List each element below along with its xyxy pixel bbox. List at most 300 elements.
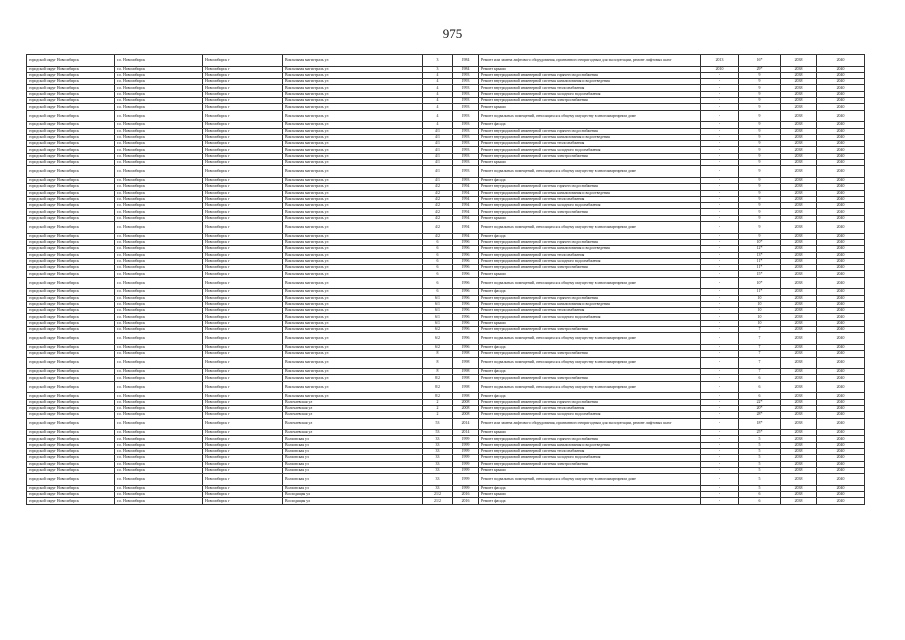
wear-cell: 9 <box>739 72 781 78</box>
wear-cell: 9 <box>739 134 781 140</box>
plan-end-cell: 2040 <box>817 147 865 153</box>
city-cell: Новосибирск г <box>203 104 283 110</box>
work-type-cell: Ремонт фасада <box>479 233 701 239</box>
wear-cell: 9 <box>739 166 781 178</box>
plan-end-cell: 2040 <box>817 467 865 473</box>
plan-start-cell: 2038 <box>781 128 817 134</box>
build-year-cell: 1996 <box>453 258 479 264</box>
house-number-cell: 6/1 <box>423 320 453 326</box>
city-cell: Новосибирск г <box>203 357 283 369</box>
plan-start-cell: 2038 <box>781 239 817 245</box>
wear-cell: 15* <box>739 271 781 277</box>
street-cell: Вокзальная магистраль ул <box>283 327 423 333</box>
last-repair-year-cell: - <box>701 222 739 234</box>
district-cell: г.о. Новосибирск <box>115 258 203 264</box>
plan-end-cell: 2040 <box>817 128 865 134</box>
street-cell: Вокзальная магистраль ул <box>283 55 423 67</box>
table-row <box>27 418 865 430</box>
last-repair-year-cell: - <box>701 160 739 166</box>
build-year-cell: 1993 <box>453 134 479 140</box>
plan-start-cell: 2038 <box>781 418 817 430</box>
street-cell: Волховская ул <box>283 442 423 448</box>
street-cell: Вокзальная магистраль ул <box>283 271 423 277</box>
wear-cell: 9 <box>739 128 781 134</box>
work-type-cell: Ремонт или замена лифтового оборудования, признанного непригодным для эксплуатации, ремонт лифтовых шахт <box>479 55 701 67</box>
municipality-cell: городской округ Новосибирск <box>27 442 115 448</box>
plan-start-cell: 2038 <box>781 98 817 104</box>
build-year-cell: 1996 <box>453 277 479 289</box>
street-cell: Волховская ул <box>283 485 423 491</box>
work-type-cell: Ремонт подвальных помещений, относящихся к общему имуществу в многоквартирном доме <box>479 110 701 122</box>
build-year-cell: 1996 <box>453 295 479 301</box>
municipality-cell: городской округ Новосибирск <box>27 203 115 209</box>
city-cell: Новосибирск г <box>203 344 283 350</box>
district-cell: г.о. Новосибирск <box>115 55 203 67</box>
wear-cell: 9 <box>739 91 781 97</box>
wear-cell: 10* <box>739 277 781 289</box>
wear-cell: 5 <box>739 485 781 491</box>
plan-start-cell: 2038 <box>781 351 817 357</box>
municipality-cell: городской округ Новосибирск <box>27 104 115 110</box>
work-type-cell: Ремонт внутридомовой инженерной системы горячего водоснабжения <box>479 239 701 245</box>
table-row <box>27 222 865 234</box>
build-year-cell: 1996 <box>453 308 479 314</box>
district-cell: г.о. Новосибирск <box>115 91 203 97</box>
wear-cell: 11* <box>739 289 781 295</box>
city-cell: Новосибирск г <box>203 498 283 504</box>
house-number-cell: 33 <box>423 455 453 461</box>
wear-cell: 9 <box>739 141 781 147</box>
municipality-cell: городской округ Новосибирск <box>27 289 115 295</box>
house-number-cell: 33 <box>423 467 453 473</box>
district-cell: г.о. Новосибирск <box>115 196 203 202</box>
plan-end-cell: 2040 <box>817 418 865 430</box>
street-cell: Волховская ул <box>283 461 423 467</box>
house-number-cell: 4/2 <box>423 196 453 202</box>
street-cell: Волховская ул <box>283 474 423 486</box>
last-repair-year-cell: - <box>701 320 739 326</box>
plan-end-cell: 2040 <box>817 333 865 345</box>
wear-cell: 6 <box>739 492 781 498</box>
plan-start-cell: 2038 <box>781 295 817 301</box>
plan-end-cell: 2040 <box>817 246 865 252</box>
street-cell: Вокзальная магистраль ул <box>283 128 423 134</box>
municipality-cell: городской округ Новосибирск <box>27 233 115 239</box>
work-type-cell: Ремонт крыши <box>479 104 701 110</box>
district-cell: г.о. Новосибирск <box>115 166 203 178</box>
district-cell: г.о. Новосибирск <box>115 498 203 504</box>
city-cell: Новосибирск г <box>203 153 283 159</box>
municipality-cell: городской округ Новосибирск <box>27 55 115 67</box>
city-cell: Новосибирск г <box>203 265 283 271</box>
city-cell: Новосибирск г <box>203 209 283 215</box>
last-repair-year-cell: - <box>701 128 739 134</box>
plan-end-cell: 2040 <box>817 314 865 320</box>
plan-start-cell: 2038 <box>781 66 817 72</box>
city-cell: Новосибирск г <box>203 160 283 166</box>
wear-cell: 12* <box>739 246 781 252</box>
city-cell: Новосибирск г <box>203 289 283 295</box>
city-cell: Новосибирск г <box>203 239 283 245</box>
work-type-cell: Ремонт или замена лифтового оборудования, признанного непригодным для эксплуатации, ремонт лифтовых шахт <box>479 418 701 430</box>
build-year-cell: 1998 <box>453 393 479 399</box>
municipality-cell: городской округ Новосибирск <box>27 66 115 72</box>
last-repair-year-cell: - <box>701 351 739 357</box>
district-cell: г.о. Новосибирск <box>115 295 203 301</box>
plan-start-cell: 2038 <box>781 301 817 307</box>
house-number-cell: 6/2 <box>423 327 453 333</box>
wear-cell: 10 <box>739 295 781 301</box>
district-cell: г.о. Новосибирск <box>115 252 203 258</box>
last-repair-year-cell: - <box>701 141 739 147</box>
plan-end-cell: 2040 <box>817 233 865 239</box>
work-type-cell: Ремонт внутридомовой инженерной системы электроснабжения <box>479 327 701 333</box>
street-cell: Вокзальная магистраль ул <box>283 393 423 399</box>
city-cell: Новосибирск г <box>203 215 283 221</box>
house-number-cell: 33 <box>423 485 453 491</box>
work-type-cell: Ремонт внутридомовой инженерной системы горячего водоснабжения <box>479 184 701 190</box>
work-type-cell: Ремонт фасада <box>479 369 701 375</box>
plan-end-cell: 2040 <box>817 271 865 277</box>
last-repair-year-cell: - <box>701 498 739 504</box>
plan-end-cell: 2040 <box>817 369 865 375</box>
district-cell: г.о. Новосибирск <box>115 177 203 183</box>
plan-start-cell: 2038 <box>781 153 817 159</box>
house-number-cell: 53 <box>423 418 453 430</box>
plan-start-cell: 2038 <box>781 314 817 320</box>
city-cell: Новосибирск г <box>203 295 283 301</box>
plan-end-cell: 2040 <box>817 122 865 128</box>
plan-end-cell: 2040 <box>817 277 865 289</box>
municipality-cell: городской округ Новосибирск <box>27 320 115 326</box>
last-repair-year-cell: - <box>701 314 739 320</box>
plan-start-cell: 2038 <box>781 492 817 498</box>
last-repair-year-cell: - <box>701 449 739 455</box>
build-year-cell: 1994 <box>453 196 479 202</box>
build-year-cell: 1993 <box>453 72 479 78</box>
municipality-cell: городской округ Новосибирск <box>27 85 115 91</box>
district-cell: г.о. Новосибирск <box>115 308 203 314</box>
build-year-cell: 1994 <box>453 184 479 190</box>
plan-start-cell: 2038 <box>781 357 817 369</box>
plan-end-cell: 2040 <box>817 72 865 78</box>
house-number-cell: 2 <box>423 399 453 405</box>
street-cell: Вокзальная магистраль ул <box>283 369 423 375</box>
city-cell: Новосибирск г <box>203 66 283 72</box>
municipality-cell: городской округ Новосибирск <box>27 455 115 461</box>
work-type-cell: Ремонт крыши <box>479 215 701 221</box>
wear-cell: 20* <box>739 405 781 411</box>
work-type-cell: Ремонт внутридомовой инженерной системы электроснабжения <box>479 375 701 381</box>
street-cell: Вокзальная магистраль ул <box>283 190 423 196</box>
work-type-cell: Ремонт крыши <box>479 492 701 498</box>
work-type-cell: Ремонт внутридомовой инженерной системы теплоснабжения <box>479 196 701 202</box>
district-cell: г.о. Новосибирск <box>115 301 203 307</box>
house-number-cell: 2 <box>423 405 453 411</box>
municipality-cell: городской округ Новосибирск <box>27 418 115 430</box>
work-type-cell: Ремонт подвальных помещений, относящихся к общему имуществу в многоквартирном доме <box>479 357 701 369</box>
last-repair-year-cell: - <box>701 467 739 473</box>
work-type-cell: Ремонт фасада <box>479 177 701 183</box>
build-year-cell: 2008 <box>453 399 479 405</box>
plan-start-cell: 2038 <box>781 461 817 467</box>
build-year-cell: 1994 <box>453 209 479 215</box>
last-repair-year-cell: - <box>701 301 739 307</box>
municipality-cell: городской округ Новосибирск <box>27 369 115 375</box>
plan-end-cell: 2040 <box>817 98 865 104</box>
municipality-cell: городской округ Новосибирск <box>27 184 115 190</box>
house-number-cell: 33 <box>423 442 453 448</box>
build-year-cell: 1994 <box>453 215 479 221</box>
last-repair-year-cell: - <box>701 327 739 333</box>
plan-end-cell: 2040 <box>817 301 865 307</box>
district-cell: г.о. Новосибирск <box>115 233 203 239</box>
wear-cell: 22* <box>739 399 781 405</box>
district-cell: г.о. Новосибирск <box>115 485 203 491</box>
build-year-cell: 1998 <box>453 375 479 381</box>
district-cell: г.о. Новосибирск <box>115 449 203 455</box>
city-cell: Новосибирск г <box>203 461 283 467</box>
city-cell: Новосибирск г <box>203 327 283 333</box>
plan-end-cell: 2040 <box>817 455 865 461</box>
wear-cell: 9 <box>739 147 781 153</box>
last-repair-year-cell: - <box>701 91 739 97</box>
city-cell: Новосибирск г <box>203 222 283 234</box>
plan-end-cell: 2040 <box>817 153 865 159</box>
district-cell: г.о. Новосибирск <box>115 271 203 277</box>
plan-end-cell: 2040 <box>817 405 865 411</box>
district-cell: г.о. Новосибирск <box>115 327 203 333</box>
house-number-cell: 6/2 <box>423 333 453 345</box>
work-type-cell: Ремонт внутридомовой инженерной системы горячего водоснабжения <box>479 436 701 442</box>
street-cell: Волховская ул <box>283 467 423 473</box>
house-number-cell: 6 <box>423 258 453 264</box>
city-cell: Новосибирск г <box>203 351 283 357</box>
municipality-cell: городской округ Новосибирск <box>27 91 115 97</box>
last-repair-year-cell: - <box>701 357 739 369</box>
city-cell: Новосибирск г <box>203 393 283 399</box>
build-year-cell: 1999 <box>453 442 479 448</box>
street-cell: Восходящая ул <box>283 492 423 498</box>
build-year-cell: 1996 <box>453 271 479 277</box>
municipality-cell: городской округ Новосибирск <box>27 357 115 369</box>
build-year-cell: 1999 <box>453 461 479 467</box>
municipality-cell: городской округ Новосибирск <box>27 160 115 166</box>
municipality-cell: городской округ Новосибирск <box>27 239 115 245</box>
wear-cell: 16* <box>739 55 781 67</box>
municipality-cell: городской округ Новосибирск <box>27 222 115 234</box>
city-cell: Новосибирск г <box>203 418 283 430</box>
work-type-cell: Ремонт фасада <box>479 122 701 128</box>
work-type-cell: Ремонт внутридомовой инженерной системы холодного водоснабжения <box>479 455 701 461</box>
wear-cell: 9 <box>739 85 781 91</box>
city-cell: Новосибирск г <box>203 141 283 147</box>
city-cell: Новосибирск г <box>203 166 283 178</box>
city-cell: Новосибирск г <box>203 258 283 264</box>
last-repair-year-cell: - <box>701 485 739 491</box>
house-number-cell: 6 <box>423 265 453 271</box>
work-type-cell: Ремонт подвальных помещений, относящихся к общему имуществу в многоквартирном доме <box>479 277 701 289</box>
plan-start-cell: 2038 <box>781 258 817 264</box>
house-number-cell: 53 <box>423 430 453 436</box>
municipality-cell: городской округ Новосибирск <box>27 153 115 159</box>
wear-cell: 9 <box>739 190 781 196</box>
last-repair-year-cell: - <box>701 246 739 252</box>
street-cell: Волховская ул <box>283 449 423 455</box>
wear-cell: 9 <box>739 79 781 85</box>
district-cell: г.о. Новосибирск <box>115 141 203 147</box>
district-cell: г.о. Новосибирск <box>115 265 203 271</box>
municipality-cell: городской округ Новосибирск <box>27 134 115 140</box>
city-cell: Новосибирск г <box>203 128 283 134</box>
city-cell: Новосибирск г <box>203 455 283 461</box>
house-number-cell: 4 <box>423 79 453 85</box>
municipality-cell: городской округ Новосибирск <box>27 381 115 393</box>
house-number-cell: 3 <box>423 66 453 72</box>
district-cell: г.о. Новосибирск <box>115 461 203 467</box>
city-cell: Новосибирск г <box>203 301 283 307</box>
build-year-cell: 1999 <box>453 485 479 491</box>
last-repair-year-cell: - <box>701 177 739 183</box>
municipality-cell: городской округ Новосибирск <box>27 351 115 357</box>
house-number-cell: 4 <box>423 85 453 91</box>
work-type-cell: Ремонт фасада <box>479 393 701 399</box>
work-type-cell: Ремонт внутридомовой инженерной системы теплоснабжения <box>479 405 701 411</box>
house-number-cell: 33 <box>423 461 453 467</box>
build-year-cell: 1984 <box>453 55 479 67</box>
street-cell: Вокзальная магистраль ул <box>283 277 423 289</box>
build-year-cell: 1993 <box>453 91 479 97</box>
house-number-cell: 4/2 <box>423 233 453 239</box>
house-number-cell: 33 <box>423 474 453 486</box>
street-cell: Волочаевская ул <box>283 405 423 411</box>
district-cell: г.о. Новосибирск <box>115 128 203 134</box>
municipality-cell: городской округ Новосибирск <box>27 177 115 183</box>
district-cell: г.о. Новосибирск <box>115 104 203 110</box>
plan-end-cell: 2040 <box>817 381 865 393</box>
municipality-cell: городской округ Новосибирск <box>27 196 115 202</box>
municipality-cell: городской округ Новосибирск <box>27 166 115 178</box>
street-cell: Вокзальная магистраль ул <box>283 239 423 245</box>
district-cell: г.о. Новосибирск <box>115 203 203 209</box>
build-year-cell: 1998 <box>453 357 479 369</box>
plan-end-cell: 2040 <box>817 104 865 110</box>
street-cell: Вокзальная магистраль ул <box>283 91 423 97</box>
municipality-cell: городской округ Новосибирск <box>27 141 115 147</box>
wear-cell: 29* <box>739 66 781 72</box>
build-year-cell: 1996 <box>453 289 479 295</box>
house-number-cell: 21/2 <box>423 498 453 504</box>
district-cell: г.о. Новосибирск <box>115 289 203 295</box>
city-cell: Новосибирск г <box>203 177 283 183</box>
house-number-cell: 4/1 <box>423 153 453 159</box>
city-cell: Новосибирск г <box>203 79 283 85</box>
plan-start-cell: 2038 <box>781 333 817 345</box>
city-cell: Новосибирск г <box>203 405 283 411</box>
municipality-cell: городской округ Новосибирск <box>27 110 115 122</box>
municipality-cell: городской округ Новосибирск <box>27 467 115 473</box>
city-cell: Новосибирск г <box>203 147 283 153</box>
work-type-cell: Ремонт фасада <box>479 344 701 350</box>
plan-start-cell: 2038 <box>781 147 817 153</box>
plan-end-cell: 2040 <box>817 295 865 301</box>
work-type-cell: Ремонт внутридомовой инженерной системы электроснабжения <box>479 461 701 467</box>
district-cell: г.о. Новосибирск <box>115 209 203 215</box>
city-cell: Новосибирск г <box>203 252 283 258</box>
last-repair-year-cell: - <box>701 184 739 190</box>
wear-cell: 9 <box>739 203 781 209</box>
wear-cell: 5 <box>739 449 781 455</box>
last-repair-year-cell: - <box>701 405 739 411</box>
plan-end-cell: 2040 <box>817 351 865 357</box>
district-cell: г.о. Новосибирск <box>115 66 203 72</box>
table-row <box>27 357 865 369</box>
house-number-cell: 4/1 <box>423 147 453 153</box>
work-type-cell: Ремонт внутридомовой инженерной системы канализования и водоотведения <box>479 442 701 448</box>
house-number-cell: 6 <box>423 271 453 277</box>
wear-cell: 9 <box>739 153 781 159</box>
work-type-cell: Ремонт внутридомовой инженерной системы холодного водоснабжения <box>479 91 701 97</box>
build-year-cell: 2008 <box>453 405 479 411</box>
work-type-cell: Ремонт внутридомовой инженерной системы электроснабжения <box>479 153 701 159</box>
street-cell: Восходящая ул <box>283 498 423 504</box>
build-year-cell: 1996 <box>453 301 479 307</box>
build-year-cell: 1993 <box>453 166 479 178</box>
district-cell: г.о. Новосибирск <box>115 399 203 405</box>
plan-end-cell: 2040 <box>817 134 865 140</box>
municipality-cell: городской округ Новосибирск <box>27 449 115 455</box>
municipality-cell: городской округ Новосибирск <box>27 79 115 85</box>
district-cell: г.о. Новосибирск <box>115 442 203 448</box>
plan-end-cell: 2040 <box>817 344 865 350</box>
street-cell: Вокзальная магистраль ул <box>283 153 423 159</box>
wear-cell: 9 <box>739 98 781 104</box>
house-number-cell: 6 <box>423 289 453 295</box>
street-cell: Вокзальная магистраль ул <box>283 66 423 72</box>
build-year-cell: 1999 <box>453 455 479 461</box>
city-cell: Новосибирск г <box>203 110 283 122</box>
last-repair-year-cell: - <box>701 369 739 375</box>
wear-cell: 11* <box>739 258 781 264</box>
district-cell: г.о. Новосибирск <box>115 184 203 190</box>
municipality-cell: городской округ Новосибирск <box>27 72 115 78</box>
municipality-cell: городской округ Новосибирск <box>27 122 115 128</box>
plan-end-cell: 2040 <box>817 320 865 326</box>
city-cell: Новосибирск г <box>203 196 283 202</box>
build-year-cell: 1993 <box>453 147 479 153</box>
work-type-cell: Ремонт внутридомовой инженерной системы горячего водоснабжения <box>479 72 701 78</box>
plan-start-cell: 2038 <box>781 399 817 405</box>
table-row <box>27 381 865 393</box>
street-cell: Волочаевская ул <box>283 418 423 430</box>
wear-cell: 6 <box>739 498 781 504</box>
plan-start-cell: 2038 <box>781 308 817 314</box>
work-type-cell: Ремонт внутридомовой инженерной системы холодного водоснабжения <box>479 258 701 264</box>
work-type-cell: Ремонт подвальных помещений, относящихся к общему имуществу в многоквартирном доме <box>479 222 701 234</box>
work-type-cell: Ремонт внутридомовой инженерной системы теплоснабжения <box>479 252 701 258</box>
wear-cell: 13* <box>739 252 781 258</box>
wear-cell: 9 <box>739 184 781 190</box>
district-cell: г.о. Новосибирск <box>115 375 203 381</box>
municipality-cell: городской округ Новосибирск <box>27 215 115 221</box>
plan-end-cell: 2040 <box>817 498 865 504</box>
district-cell: г.о. Новосибирск <box>115 72 203 78</box>
last-repair-year-cell: - <box>701 72 739 78</box>
district-cell: г.о. Новосибирск <box>115 98 203 104</box>
build-year-cell: 2016 <box>453 498 479 504</box>
build-year-cell: 1996 <box>453 344 479 350</box>
table-row <box>27 110 865 122</box>
